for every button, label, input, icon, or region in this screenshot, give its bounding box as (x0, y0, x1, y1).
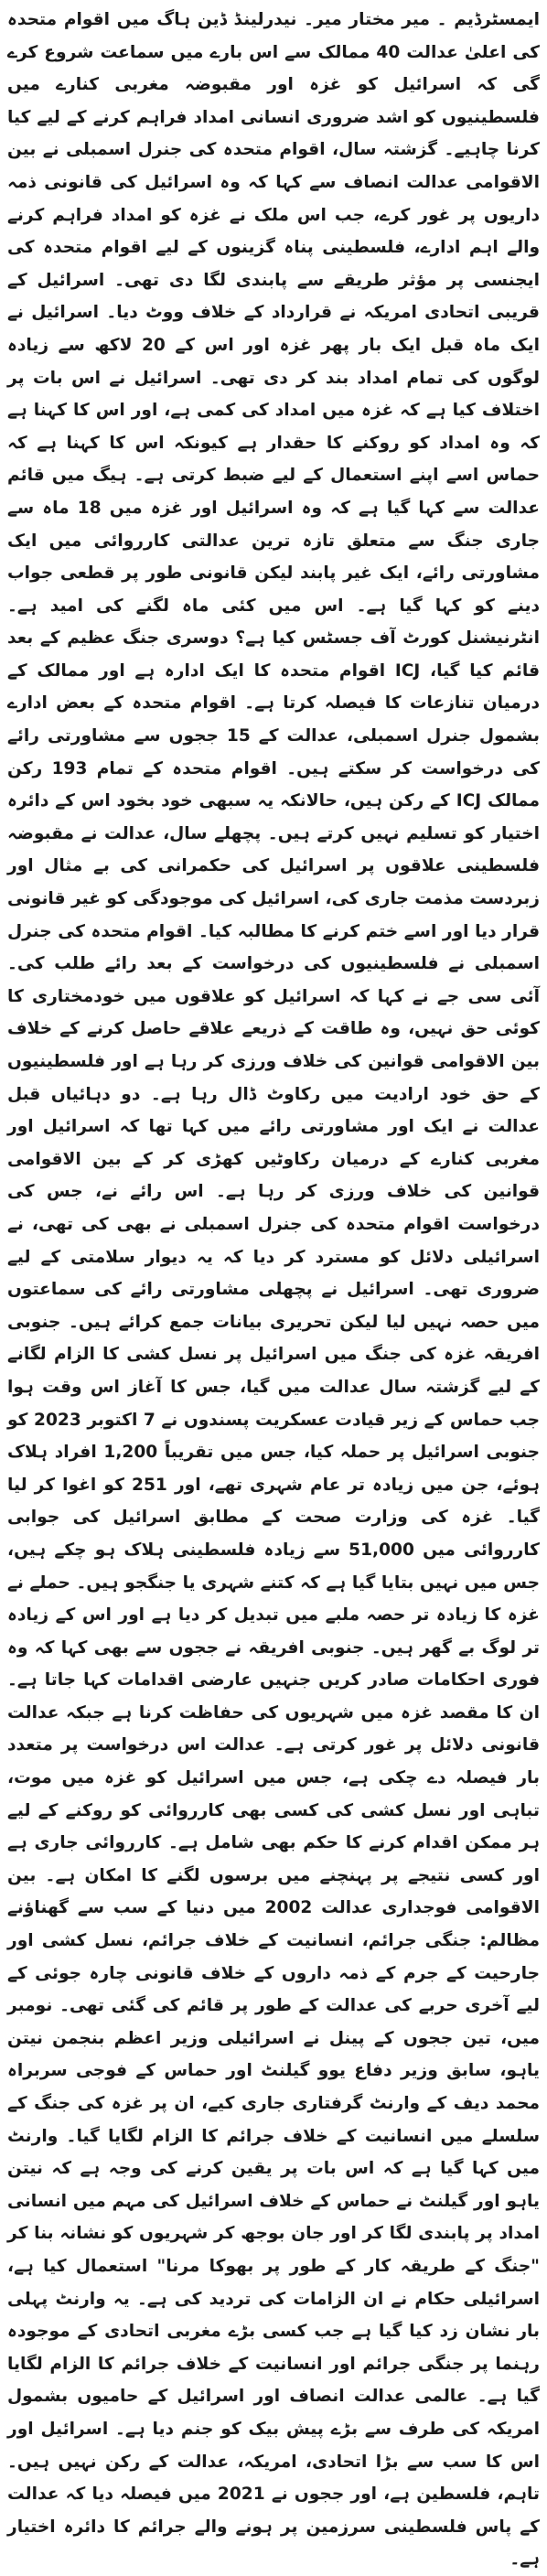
article-body-text: ایمسٹرڈیم ۔ میر مختار میر۔ نیدرلینڈ ڈین ہاگ میں اقوام متحدہ کی اعلیٰ عدالت 40 ممالک سے اس بارے میں سماعت شروع کرے گی کہ اسرائیل کو غزہ اور مقبوضہ مغربی کنارے میں فلسطینیوں کو اشد ضروری انسانی امداد فراہم کرنے کے لیے کیا کرنا چاہیے۔ گزشتہ سال، اقوام متحدہ کی جنرل اسمبلی نے بین الاقوامی عدالت انصاف سے کہا کہ وہ اسرائیل کی قانونی ذمہ داریوں پر غور کرے، جب اس ملک نے غزہ کو امداد فراہم کرنے والے اہم ادارے، فلسطینی پناہ گزینوں کے لیے اقوام متحدہ کی ایجنسی پر مؤثر طریقے سے پابندی لگا دی تھی۔ اسرائیل کے قریبی اتحادی امریکہ نے قرارداد کے خلاف ووٹ دیا۔ اسرائیل نے ایک ماہ قبل ایک بار پھر غزہ اور اس کے 20 لاکھ سے زیادہ لوگوں کی تمام امداد بند کر دی تھی۔ اسرائیل نے اس بات پر اختلاف کیا ہے کہ غزہ میں امداد کی کمی ہے، اور اس کا کہنا ہے کہ وہ امداد کو روکنے کا حقدار ہے کیونکہ اس کا کہنا ہے کہ حماس اسے اپنے استعمال کے لیے ضبط کرتی ہے۔ ہیگ میں قائم عدالت سے کہا گیا ہے کہ وہ اسرائیل اور غزہ میں 18 ماہ سے جاری جنگ سے متعلق تازہ ترین عدالتی کارروائی میں ایک مشاورتی رائے، ایک غیر پابند لیکن قانونی طور پر قطعی جواب دینے کو کہا گیا ہے۔ اس میں کئی ماہ لگنے کی امید ہے۔ انٹرنیشنل کورٹ آف جسٹس کیا ہے؟ دوسری جنگ عظیم کے بعد قائم کیا گیا، ICJ اقوام متحدہ کا ایک ادارہ ہے اور ممالک کے درمیان تنازعات کا فیصلہ کرتا ہے۔ اقوام متحدہ کے بعض ادارے بشمول جنرل اسمبلی، عدالت کے 15 ججوں سے مشاورتی رائے کی درخواست کر سکتے ہیں۔ اقوام متحدہ کے تمام 193 رکن ممالک ICJ کے رکن ہیں، حالانکہ یہ سبھی خود بخود اس کے دائرہ اختیار کو تسلیم نہیں کرتے ہیں۔ پچھلے سال، عدالت نے مقبوضہ فلسطینی علاقوں پر اسرائیل کی حکمرانی کی بے مثال اور زبردست مذمت جاری کی، اسرائیل کی موجودگی کو غیر قانونی قرار دیا اور اسے ختم کرنے کا مطالبہ کیا۔ اقوام متحدہ کی جنرل اسمبلی نے فلسطینیوں کی درخواست کے بعد رائے طلب کی۔ آئی سی جے نے کہا کہ اسرائیل کو علاقوں میں خودمختاری کا کوئی حق نہیں، وہ طاقت کے ذریعے علاقے حاصل کرنے کے خلاف بین الاقوامی قوانین کی خلاف ورزی کر رہا ہے اور فلسطینیوں کے حق خود ارادیت میں رکاوٹ ڈال رہا ہے۔ دو دہائیاں قبل عدالت نے ایک اور مشاورتی رائے میں کہا تھا کہ اسرائیل اور مغربی کنارے کے درمیان رکاوٹیں کھڑی کر کے بین الاقوامی قوانین کی خلاف ورزی کر رہا ہے۔ اس رائے نے، جس کی درخواست اقوام متحدہ کی جنرل اسمبلی نے بھی کی تھی، نے اسرائیلی دلائل کو مسترد کر دیا کہ یہ دیوار سلامتی کے لیے ضروری تھی۔ اسرائیل نے پچھلی مشاورتی رائے کی سماعتوں میں حصہ نہیں لیا لیکن تحریری بیانات جمع کرائے ہیں۔ جنوبی افریقہ غزہ کی جنگ میں اسرائیل پر نسل کشی کا الزام لگانے کے لیے گزشتہ سال عدالت میں گیا، جس کا آغاز اس وقت ہوا جب حماس کے زیر قیادت عسکریت پسندوں نے 7 اکتوبر 2023 کو جنوبی اسرائیل پر حملہ کیا، جس میں تقریباً 1,200 افراد ہلاک ہوئے، جن میں زیادہ تر عام شہری تھے، اور 251 کو اغوا کر لیا گیا۔ غزہ کی وزارت صحت کے مطابق اسرائیل کی جوابی کارروائی میں 51,000 سے زیادہ فلسطینی ہلاک ہو چکے ہیں، جس میں نہیں بتایا گیا ہے کہ کتنے شہری یا جنگجو ہیں۔ حملے نے غزہ کا زیادہ تر حصہ ملبے میں تبدیل کر دیا ہے اور اس کے زیادہ تر لوگ بے گھر ہیں۔ جنوبی افریقہ نے ججوں سے بھی کہا کہ وہ فوری احکامات صادر کریں جنہیں عارضی اقدامات کہا جاتا ہے۔ ان کا مقصد غزہ میں شہریوں کی حفاظت کرنا ہے جبکہ عدالت قانونی دلائل پر غور کرتی ہے۔ عدالت اس درخواست پر متعدد بار فیصلہ دے چکی ہے، جس میں اسرائیل کو غزہ میں موت، تباہی اور نسل کشی کی کسی بھی کارروائی کو روکنے کے لیے ہر ممکن اقدام کرنے کا حکم بھی شامل ہے۔ کارروائی جاری ہے اور کسی نتیجے پر پہنچنے میں برسوں لگنے کا امکان ہے۔ بین الاقوامی فوجداری عدالت 2002 میں دنیا کے سب سے گھناؤنے مظالم: جنگی جرائم، انسانیت کے خلاف جرائم، نسل کشی اور جارحیت کے جرم کے ذمہ داروں کے خلاف قانونی چارہ جوئی کے لیے آخری حربے کی عدالت کے طور پر قائم کی گئی تھی۔ نومبر میں، تین ججوں کے پینل نے اسرائیلی وزیر اعظم بنجمن نیتن یاہو، سابق وزیر دفاع یوو گیلنٹ اور حماس کے فوجی سربراہ محمد دیف کے وارنٹ گرفتاری جاری کیے، ان پر غزہ کی جنگ کے سلسلے میں انسانیت کے خلاف جرائم کا الزام لگایا گیا۔ وارنٹ میں کہا گیا ہے کہ اس بات پر یقین کرنے کی وجہ ہے کہ نیتن یاہو اور گیلنٹ نے حماس کے خلاف اسرائیل کی مہم میں انسانی امداد پر پابندی لگا کر اور جان بوجھ کر شہریوں کو نشانہ بنا کر "جنگ کے طریقہ کار کے طور پر بھوکا مرنا" استعمال کیا ہے، اسرائیلی حکام نے ان الزامات کی تردید کی ہے۔ یہ وارنٹ پہلی بار نشان زد کیا گیا ہے جب کسی بڑے مغربی اتحادی کے موجودہ رہنما پر جنگی جرائم اور انسانیت کے خلاف جرائم کا الزام لگایا گیا ہے۔ عالمی عدالت انصاف اور اسرائیل کے حامیوں بشمول امریکہ کی طرف سے بڑے پیش بیک کو جنم دیا ہے۔ اسرائیل اور اس کا سب سے بڑا اتحادی، امریکہ، عدالت کے رکن نہیں ہیں۔ تاہم، فلسطین ہے، اور ججوں نے 2021 میں فیصلہ دیا کہ عدالت کے پاس فلسطینی سرزمین پر ہونے والے جرائم کا دائرہ اختیار ہے۔ (7, 10, 541, 2570)
